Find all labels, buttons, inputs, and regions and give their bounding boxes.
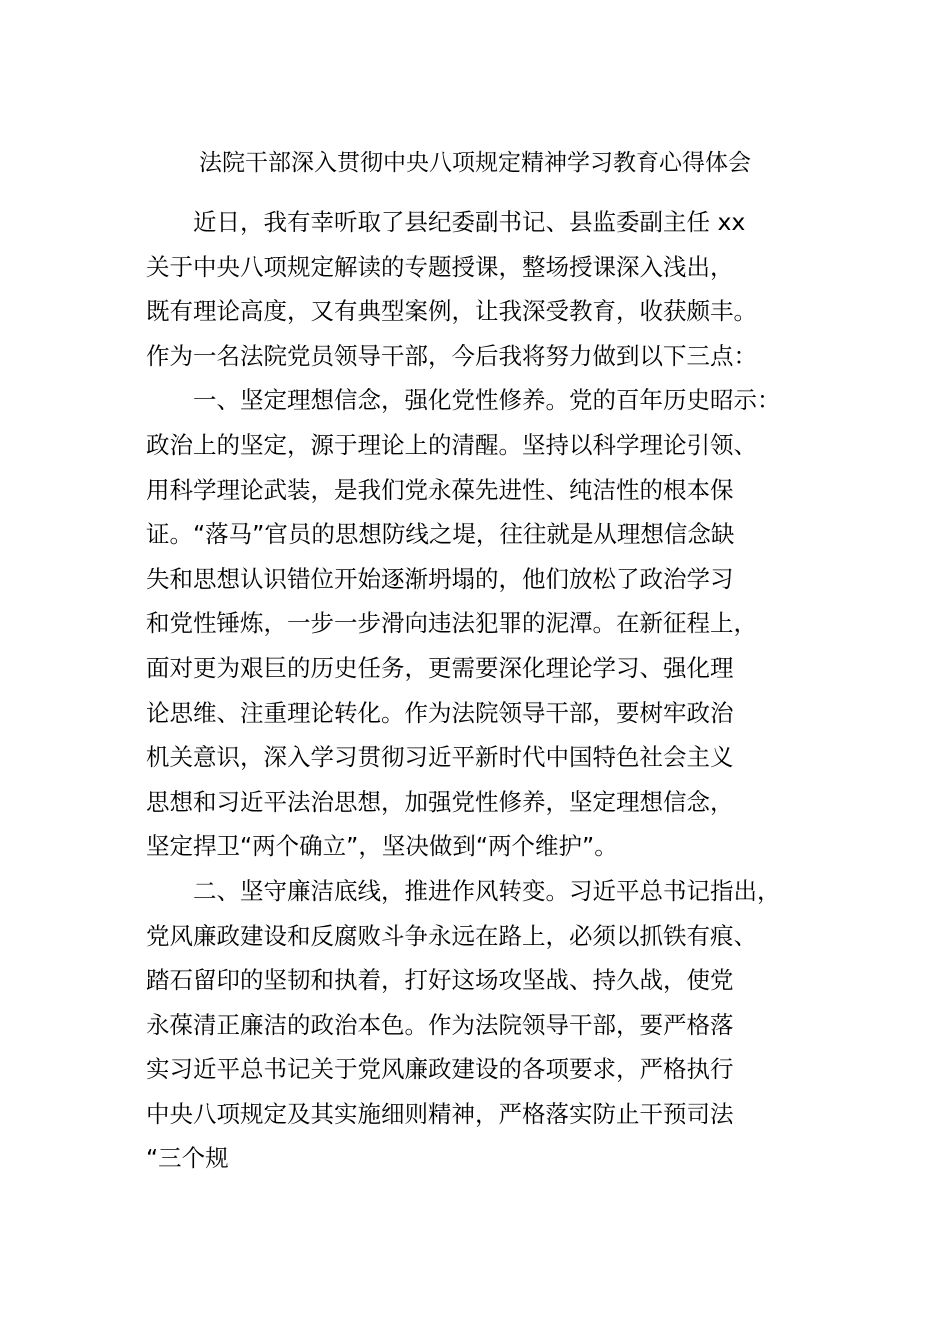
- paragraph-line: 论思维、注重理论转化。作为法院领导干部，要树牢政治: [146, 698, 734, 727]
- paragraph-line: 和党性锤炼，一步一步滑向违法犯罪的泥潭。在新征程上，: [146, 609, 757, 638]
- paragraph-line: 机关意识，深入学习贯彻习近平新时代中国特色社会主义: [146, 743, 734, 772]
- paragraph-line: “三个规: [146, 1144, 229, 1173]
- paragraph-line: 坚定捍卫“两个确立”，坚决做到“两个维护”。: [146, 832, 618, 861]
- paragraph-line: 证。“落马”官员的思想防线之堤，往往就是从理想信念缺: [146, 520, 735, 549]
- document-title: 法院干部深入贯彻中央八项规定精神学习教育心得体会: [199, 150, 751, 176]
- paragraph-line: 失和思想认识错位开始逐渐坍塌的，他们放松了政治学习: [146, 564, 734, 593]
- paragraph-line: 踏石留印的坚韧和执着，打好这场攻坚战、持久战，使党: [146, 966, 734, 995]
- paragraph-line: 二、坚守廉洁底线，推进作风转变。习近平总书记指出，: [193, 876, 781, 905]
- paragraph-line: 中央八项规定及其实施细则精神，严格落实防止干预司法: [146, 1099, 734, 1128]
- paragraph-line: 面对更为艰巨的历史任务，更需要深化理论学习、强化理: [146, 653, 734, 682]
- paragraph-line: 党风廉政建设和反腐败斗争永远在路上，必须以抓铁有痕、: [146, 921, 757, 950]
- paragraph-line: 关于中央八项规定解读的专题授课，整场授课深入浅出，: [146, 252, 734, 281]
- paragraph-line: 思想和习近平法治思想，加强党性修养，坚定理想信念，: [146, 787, 734, 816]
- paragraph-line: 近日，我有幸听取了县纪委副书记、县监委副主任 xx: [193, 208, 746, 236]
- paragraph-line: 实习近平总书记关于党风廉政建设的各项要求，严格执行: [146, 1055, 734, 1084]
- paragraph-line: 一、坚定理想信念，强化党性修养。党的百年历史昭示：: [193, 386, 781, 415]
- paragraph-line: 作为一名法院党员领导干部，今后我将努力做到以下三点：: [146, 341, 757, 370]
- paragraph-line: 用科学理论武装，是我们党永葆先进性、纯洁性的根本保: [146, 475, 734, 504]
- paragraph-line: 永葆清正廉洁的政治本色。作为法院领导干部，要严格落: [146, 1010, 734, 1039]
- paragraph-line: 政治上的坚定，源于理论上的清醒。坚持以科学理论引领、: [146, 430, 757, 459]
- document-body: [146, 200, 836, 1181]
- paragraph-line: 既有理论高度，又有典型案例，让我深受教育，收获颇丰。: [146, 297, 757, 326]
